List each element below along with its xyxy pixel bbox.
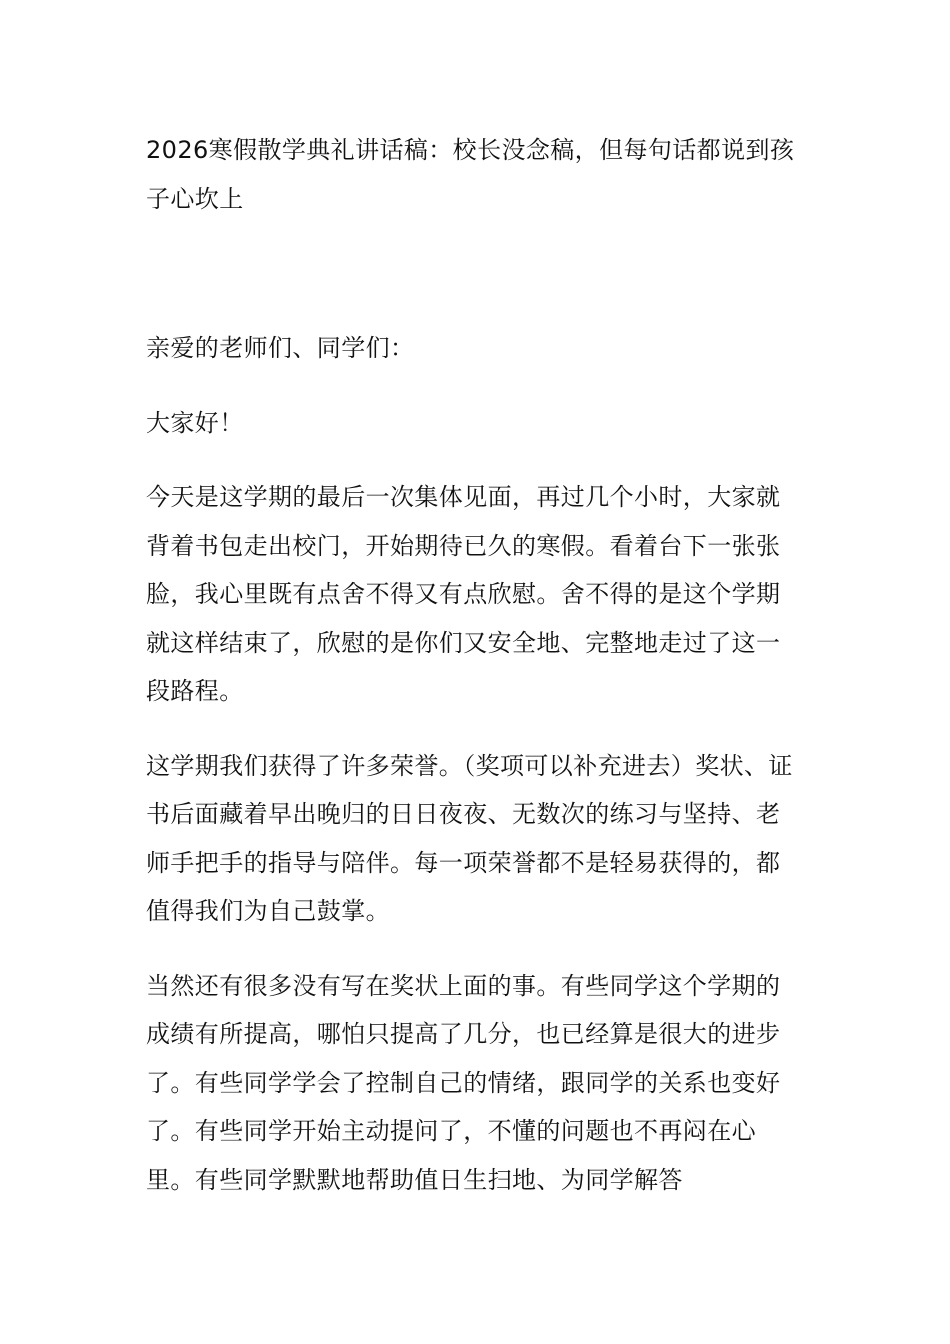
- document-body: [146, 126, 796, 1230]
- paragraph-2: 这学期我们获得了许多荣誉。（奖项可以补充进去）奖状、证书后面藏着早出晚归的日日夜夜、无数次的练习与坚持、老师手把手的指导与陪伴。每一项荣誉都不是轻易获得的，都值得我们为自己鼓掌。: [146, 751, 793, 925]
- paragraph-3: 当然还有很多没有写在奖状上面的事。有些同学这个学期的成绩有所提高，哪怕只提高了几分，也已经算是很大的进步了。有些同学学会了控制自己的情绪，跟同学的关系也变好了。有些同学开始主动提问了，不懂的问题也不再闷在心里。有些同学默默地帮助值日生扫地、为同学解答: [146, 971, 781, 1194]
- salutation: 亲爱的老师们、同学们：: [146, 334, 415, 362]
- greeting: 大家好！: [146, 408, 244, 437]
- title-spacer: [146, 224, 796, 324]
- document-title: 2026寒假散学典礼讲话稿：校长没念稿，但每句话都说到孩子心坎上: [146, 136, 795, 213]
- paragraph-1: 今天是这学期的最后一次集体见面，再过几个小时，大家就背着书包走出校门，开始期待已久的寒假。看着台下一张张脸，我心里既有点舍不得又有点欣慰。舍不得的是这个学期就这样结束了，欣慰的是你们又安全地、完整地走过了这一段路程。: [146, 483, 781, 705]
